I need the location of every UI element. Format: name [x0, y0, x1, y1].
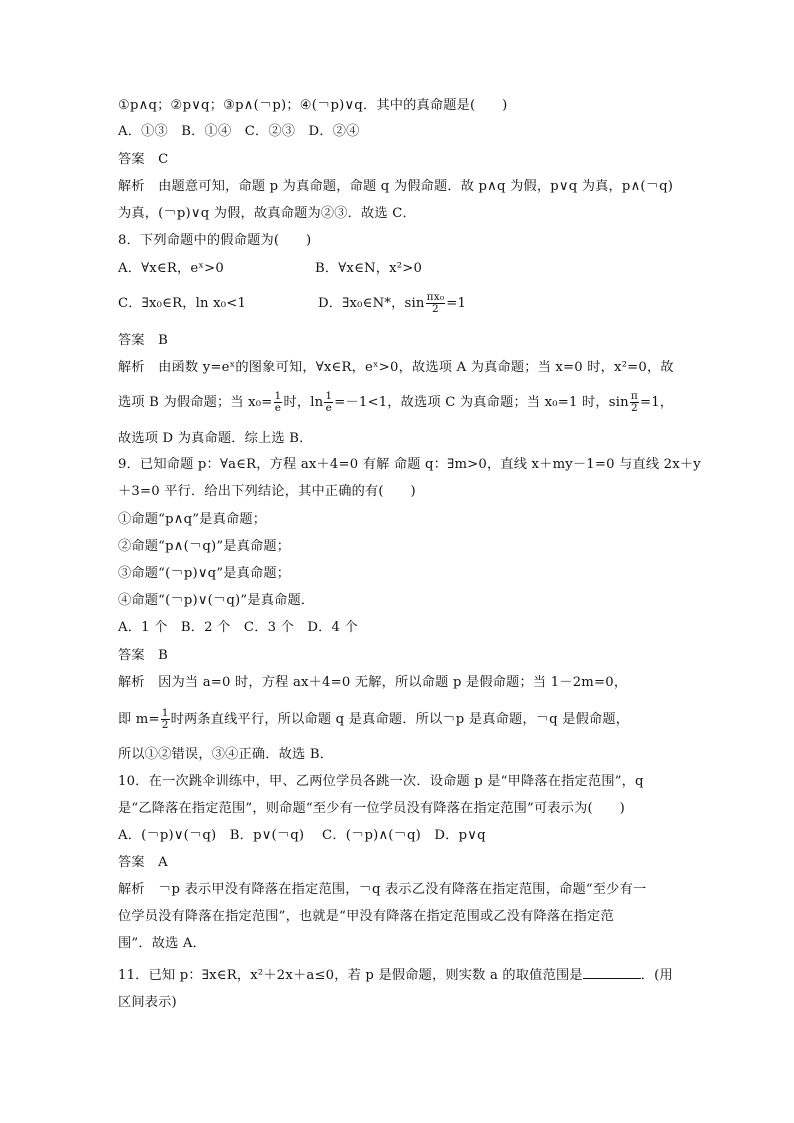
fraction-numerator: 1 [161, 707, 169, 719]
q7-analysis-line-1: 解析 由题意可知，命题 p 为真命题，命题 q 为假命题．故 p∧q 为假，p∨q 为真，p∧(￢q) [118, 179, 674, 194]
q11-stem-line-1 [118, 966, 673, 986]
q8-analysis-line-3: 故选项 D 为真命题．综上选 B． [118, 431, 313, 446]
q8-analysis-text-a: 选项 B 为假命题；当 x₀= [118, 395, 273, 410]
q8-fraction-3 [630, 391, 639, 414]
q9-stem-line-1: 9．已知命题 p：∀a∈R，方程 ax＋4=0 有解 命题 q：∃m>0，直线 x＋my－1=0 与直线 2x＋y [118, 457, 701, 472]
q8-choice-b: B．∀x∈N，x²>0 [315, 261, 423, 276]
q8-analysis-text-d: =1， [639, 395, 674, 410]
q10-choices: A．(￢p)∨(￢q) B．p∨(￢q) C．(￢p)∧(￢q) D．p∨q [118, 828, 486, 843]
q9-stem-line-2: ＋3=0 平行．给出下列结论，其中正确的有( ) [118, 484, 416, 499]
q9-item-1: ①命题“p∧q”是真命题； [118, 512, 267, 527]
q8-choice-d-tail: =1 [446, 296, 467, 311]
q10-stem-line-2: 是“乙降落在指定范围”，则命题“至少有一位学员没有降落在指定范围”可表示为( ) [118, 801, 626, 816]
q8-choice-d-fraction [426, 292, 446, 315]
q9-analysis-line-1: 解析 因为当 a=0 时，方程 ax＋4=0 无解，所以命题 p 是假命题；当 1－2m=0， [118, 675, 628, 690]
answer-blank [583, 966, 641, 979]
fraction-numerator: πx₀ [426, 291, 445, 303]
fraction-denominator: 2 [431, 303, 439, 315]
q9-item-4: ④命题“(￢p)∨(￢q)”是真命题． [118, 593, 315, 608]
fraction-numerator: π [630, 390, 638, 402]
q8-answer: 答案 B [118, 333, 169, 348]
q8-fraction-2 [324, 391, 333, 414]
q11-stem-text: 11．已知 p：∃x∈R，x²＋2x＋a≤0，若 p 是假命题，则实数 a 的取值范围是 [118, 968, 583, 983]
q7-statements: ①p∧q；②p∨q；③p∧(￢p)；④(￢p)∨q．其中的真命题是( ) [118, 98, 508, 113]
fraction-numerator: 1 [274, 390, 282, 402]
q10-stem-line-1: 10．在一次跳伞训练中，甲、乙两位学员各跳一次．设命题 p 是“甲降落在指定范围”，q [118, 774, 644, 789]
q11-stem-tail: ．(用 [640, 968, 673, 983]
q8-choice-d-text: D．∃x₀∈N*，sin [318, 296, 425, 311]
q9-analysis-text-a: 即 m= [118, 712, 160, 727]
q10-analysis-line-3: 围”．故选 A． [118, 936, 206, 951]
q9-choices: A．1 个 B．2 个 C．3 个 D．4 个 [118, 620, 358, 635]
q8-choice-a: A．∀x∈R，eˣ>0 [118, 261, 225, 276]
fraction-denominator: e [274, 402, 282, 414]
fraction-denominator: e [325, 402, 332, 414]
q8-analysis-text-b: 时，ln [283, 395, 324, 410]
q8-fraction-1 [274, 391, 283, 414]
q8-analysis-text-c: =－1<1，故选项 C 为真命题；当 x₀=1 时，sin [334, 395, 629, 410]
fraction-numerator: 1 [325, 390, 333, 402]
q11-stem-line-2: 区间表示) [118, 995, 177, 1010]
q9-fraction [161, 708, 170, 731]
q7-choices: A．①③ B．①④ C．②③ D．②④ [118, 124, 360, 139]
q9-analysis-line-3: 所以①②错误，③④正确．故选 B． [118, 747, 334, 762]
q8-stem: 8．下列命题中的假命题为( ) [118, 233, 312, 248]
q9-item-2: ②命题“p∧(￢q)”是真命题； [118, 539, 291, 554]
fraction-denominator: 2 [161, 719, 169, 731]
q9-item-3: ③命题“(￢p)∨q”是真命题； [118, 566, 291, 581]
q9-analysis-line-2 [118, 701, 629, 739]
q10-answer: 答案 A [118, 855, 168, 870]
q10-analysis-line-2: 位学员没有降落在指定范围”，也就是“甲没有降落在指定范围或乙没有降落在指定范 [118, 909, 614, 924]
q7-answer: 答案 C [118, 152, 169, 167]
q8-choice-c: C．∃x₀∈R，ln x₀<1 [118, 296, 247, 311]
q9-answer: 答案 B [118, 648, 169, 663]
q8-choice-d [318, 285, 466, 323]
q9-analysis-text-b: 时两条直线平行，所以命题 q 是真命题．所以￢p 是真命题，￢q 是假命题， [170, 712, 630, 727]
q8-analysis-line-2 [118, 384, 673, 422]
q7-analysis-line-2: 为真，(￢p)∨q 为假，故真命题为②③．故选 C． [118, 206, 416, 221]
fraction-denominator: 2 [630, 402, 638, 414]
q10-analysis-line-1: 解析 ￢p 表示甲没有降落在指定范围，￢q 表示乙没有降落在指定范围，命题“至少有一 [118, 882, 647, 897]
q8-analysis-line-1: 解析 由函数 y=eˣ的图象可知，∀x∈R，eˣ>0，故选项 A 为真命题；当 x=0 时，x²=0，故 [118, 360, 674, 375]
